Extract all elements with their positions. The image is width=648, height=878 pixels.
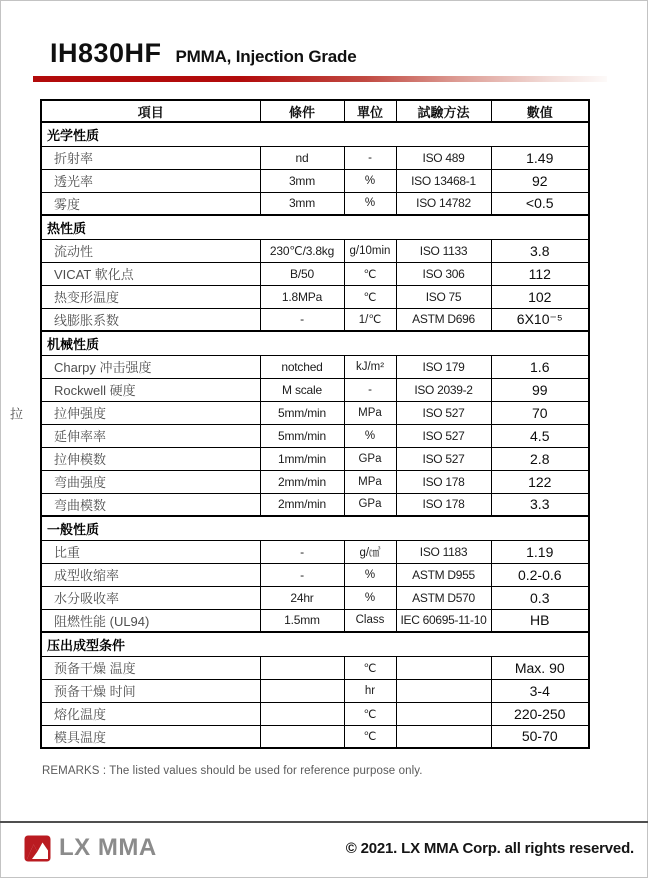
condition-cell <box>260 725 344 748</box>
unit-cell: % <box>344 586 396 609</box>
item-cell: 流动性 <box>41 239 260 262</box>
unit-cell: % <box>344 563 396 586</box>
value-cell: 92 <box>491 169 589 192</box>
item-cell: 预备干燥 时间 <box>41 679 260 702</box>
item-cell: 预备干燥 温度 <box>41 656 260 679</box>
condition-cell: 2mm/min <box>260 470 344 493</box>
table-row <box>41 169 589 192</box>
item-cell: VICAT 軟化点 <box>41 262 260 285</box>
method-cell: ISO 306 <box>396 262 491 285</box>
condition-cell <box>260 702 344 725</box>
item-cell: 拉伸模数 <box>41 447 260 470</box>
value-cell: Max. 90 <box>491 656 589 679</box>
unit-cell: Class <box>344 609 396 632</box>
table-row <box>41 239 589 262</box>
section-row <box>41 122 589 146</box>
table-row <box>41 563 589 586</box>
section-title: 压出成型条件 <box>41 632 589 656</box>
method-cell: ASTM D696 <box>396 308 491 331</box>
table-row <box>41 378 589 401</box>
table-row <box>41 285 589 308</box>
unit-cell: MPa <box>344 401 396 424</box>
method-cell: ISO 1133 <box>396 239 491 262</box>
column-header-item: 項目 <box>41 100 260 122</box>
value-cell: 1.19 <box>491 540 589 563</box>
item-cell: Charpy 冲击强度 <box>41 355 260 378</box>
condition-cell: 5mm/min <box>260 401 344 424</box>
unit-cell: % <box>344 424 396 447</box>
table-row <box>41 470 589 493</box>
footer-divider <box>0 821 648 823</box>
lx-logo-icon <box>24 835 51 862</box>
table-row <box>41 679 589 702</box>
value-cell: 1.49 <box>491 146 589 169</box>
value-cell: 0.2-0.6 <box>491 563 589 586</box>
condition-cell: 1mm/min <box>260 447 344 470</box>
unit-cell: ℃ <box>344 656 396 679</box>
table-row <box>41 656 589 679</box>
table-row <box>41 540 589 563</box>
value-cell: 3.3 <box>491 493 589 516</box>
column-header-condition: 條件 <box>260 100 344 122</box>
condition-cell: nd <box>260 146 344 169</box>
item-cell: 弯曲模数 <box>41 493 260 516</box>
method-cell: ASTM D955 <box>396 563 491 586</box>
column-header-unit: 單位 <box>344 100 396 122</box>
item-cell: 水分吸收率 <box>41 586 260 609</box>
column-header-value: 數值 <box>491 100 589 122</box>
table-row <box>41 702 589 725</box>
table-row <box>41 355 589 378</box>
unit-cell: - <box>344 378 396 401</box>
condition-cell: 230℃/3.8kg <box>260 239 344 262</box>
section-row <box>41 632 589 656</box>
unit-cell: - <box>344 146 396 169</box>
method-cell: ISO 75 <box>396 285 491 308</box>
spec-table <box>10 99 590 749</box>
condition-cell: 5mm/min <box>260 424 344 447</box>
table-row <box>41 401 589 424</box>
unit-cell: kJ/m² <box>344 355 396 378</box>
value-cell: HB <box>491 609 589 632</box>
method-cell: ISO 178 <box>396 493 491 516</box>
method-cell <box>396 656 491 679</box>
method-cell: ASTM D570 <box>396 586 491 609</box>
logo-text: LX MMA <box>59 834 157 861</box>
value-cell: <0.5 <box>491 192 589 215</box>
item-cell: 线膨胀系数 <box>41 308 260 331</box>
unit-cell: % <box>344 169 396 192</box>
table-row <box>41 586 589 609</box>
value-cell: 50-70 <box>491 725 589 748</box>
value-cell: 0.3 <box>491 586 589 609</box>
table-row <box>41 192 589 215</box>
footer <box>0 830 648 878</box>
method-cell: ISO 489 <box>396 146 491 169</box>
product-code: IH830HF <box>50 38 162 68</box>
method-cell: ISO 527 <box>396 401 491 424</box>
unit-cell: MPa <box>344 470 396 493</box>
method-cell: ISO 14782 <box>396 192 491 215</box>
product-type: PMMA, Injection Grade <box>175 47 357 66</box>
item-overhang-text: 拉 <box>10 406 24 421</box>
item-cell: Rockwell 硬度 <box>41 378 260 401</box>
section-title: 光学性质 <box>41 122 589 146</box>
method-cell: ISO 178 <box>396 470 491 493</box>
value-cell: 122 <box>491 470 589 493</box>
condition-cell: 24hr <box>260 586 344 609</box>
spec-table-header <box>41 100 589 122</box>
unit-cell: ℃ <box>344 285 396 308</box>
condition-cell <box>260 656 344 679</box>
value-cell: 112 <box>491 262 589 285</box>
method-cell: IEC 60695-11-10 <box>396 609 491 632</box>
accent-gradient-bar <box>33 76 607 82</box>
item-cell: 比重 <box>41 540 260 563</box>
method-cell: ISO 527 <box>396 424 491 447</box>
value-cell: 4.5 <box>491 424 589 447</box>
condition-cell: 1.8MPa <box>260 285 344 308</box>
method-cell: ISO 13468-1 <box>396 169 491 192</box>
condition-cell: - <box>260 540 344 563</box>
item-cell: 成型收缩率 <box>41 563 260 586</box>
unit-cell: g/10min <box>344 239 396 262</box>
value-cell: 3.8 <box>491 239 589 262</box>
table-row <box>41 725 589 748</box>
unit-cell: % <box>344 192 396 215</box>
condition-cell: 3mm <box>260 192 344 215</box>
item-cell: 折射率 <box>41 146 260 169</box>
table-row <box>41 609 589 632</box>
condition-cell: 2mm/min <box>260 493 344 516</box>
table-row <box>41 262 589 285</box>
unit-cell: ℃ <box>344 262 396 285</box>
table-row <box>41 308 589 331</box>
item-cell: 拉 拉伸强度 <box>41 401 260 424</box>
section-row <box>41 331 589 355</box>
lx-mma-logo <box>24 834 157 862</box>
condition-cell: - <box>260 563 344 586</box>
value-cell: 6X10⁻⁵ <box>491 308 589 331</box>
condition-cell: - <box>260 308 344 331</box>
item-cell: 延伸率率 <box>41 424 260 447</box>
item-cell: 阻燃性能 (UL94) <box>41 609 260 632</box>
unit-cell: ℃ <box>344 725 396 748</box>
unit-cell: ℃ <box>344 702 396 725</box>
method-cell: ISO 2039-2 <box>396 378 491 401</box>
remarks-text: REMARKS : The listed values should be used for reference purpose only. <box>42 765 423 777</box>
section-row <box>41 215 589 239</box>
item-cell: 弯曲强度 <box>41 470 260 493</box>
condition-cell: 1.5mm <box>260 609 344 632</box>
table-row <box>41 146 589 169</box>
spec-table-body <box>10 122 589 748</box>
item-cell: 熔化温度 <box>41 702 260 725</box>
method-cell: ISO 179 <box>396 355 491 378</box>
unit-cell: g/㎤ <box>344 540 396 563</box>
value-cell: 220-250 <box>491 702 589 725</box>
condition-cell: M scale <box>260 378 344 401</box>
method-cell <box>396 725 491 748</box>
table-row <box>41 493 589 516</box>
item-cell: 透光率 <box>41 169 260 192</box>
column-header-method: 試驗方法 <box>396 100 491 122</box>
method-cell <box>396 702 491 725</box>
item-cell: 雾度 <box>41 192 260 215</box>
unit-cell: 1/℃ <box>344 308 396 331</box>
value-cell: 99 <box>491 378 589 401</box>
unit-cell: hr <box>344 679 396 702</box>
section-row <box>41 516 589 540</box>
section-title: 一般性质 <box>41 516 589 540</box>
value-cell: 70 <box>491 401 589 424</box>
value-cell: 2.8 <box>491 447 589 470</box>
condition-cell: B/50 <box>260 262 344 285</box>
value-cell: 1.6 <box>491 355 589 378</box>
item-cell: 热变形温度 <box>41 285 260 308</box>
unit-cell: GPa <box>344 493 396 516</box>
condition-cell: 3mm <box>260 169 344 192</box>
page-title <box>50 38 356 69</box>
value-cell: 102 <box>491 285 589 308</box>
method-cell <box>396 679 491 702</box>
table-row <box>41 447 589 470</box>
condition-cell <box>260 679 344 702</box>
section-title: 热性质 <box>41 215 589 239</box>
condition-cell: notched <box>260 355 344 378</box>
method-cell: ISO 1183 <box>396 540 491 563</box>
unit-cell: GPa <box>344 447 396 470</box>
copyright-text: © 2021. LX MMA Corp. all rights reserved. <box>345 840 634 857</box>
value-cell: 3-4 <box>491 679 589 702</box>
item-cell: 模具温度 <box>41 725 260 748</box>
table-row <box>41 424 589 447</box>
section-title: 机械性质 <box>41 331 589 355</box>
method-cell: ISO 527 <box>396 447 491 470</box>
